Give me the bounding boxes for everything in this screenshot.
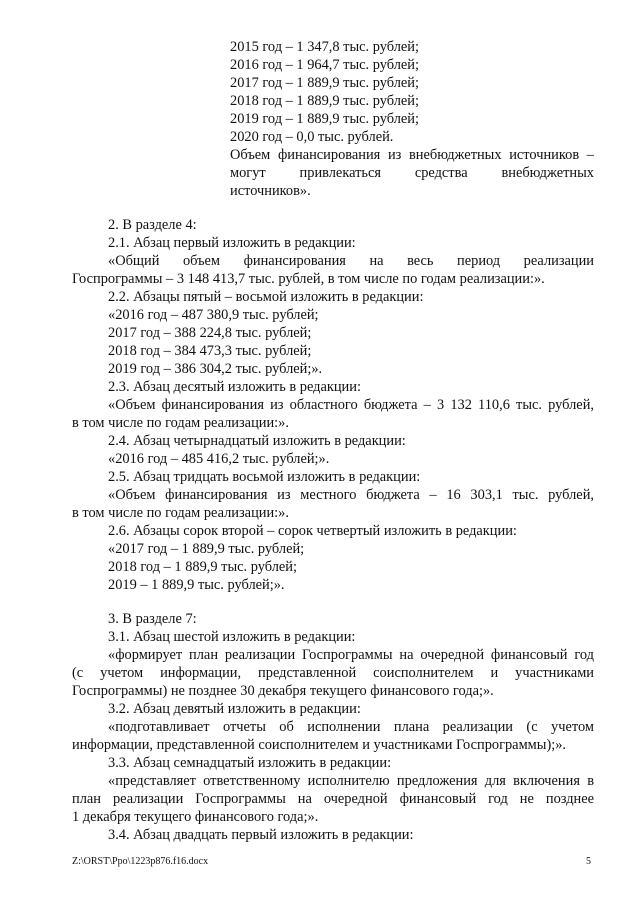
paragraph-text-3-1c: Госпрограммы) не позднее 30 декабря текущего финансового года;». xyxy=(72,683,494,699)
section-heading-4: 2. В разделе 4: xyxy=(108,217,197,233)
paragraph-label-3-3: 3.3. Абзац семнадцатый изложить в редакции: xyxy=(108,755,392,771)
paragraph-text-2-3b: в том числе по годам реализации:». xyxy=(72,415,289,431)
paragraph-label-2-2: 2.2. Абзацы пятый – восьмой изложить в редакции: xyxy=(108,289,424,305)
paragraph-text-2-1b: Госпрограммы – 3 148 413,7 тыс. рублей, в том числе по годам реализации:». xyxy=(72,271,545,287)
paragraph-2-6-line-2: 2018 год – 1 889,9 тыс. рублей; xyxy=(108,559,297,575)
paragraph-label-2-5: 2.5. Абзац тридцать восьмой изложить в редакции: xyxy=(108,469,421,485)
paragraph-label-2-3: 2.3. Абзац десятый изложить в редакции: xyxy=(108,379,361,395)
paragraph-2-6-line-1: «2017 год – 1 889,9 тыс. рублей; xyxy=(108,541,305,557)
paragraph-label-2-4: 2.4. Абзац четырнадцатый изложить в редакции: xyxy=(108,433,406,449)
paragraph-text-2-3a: «Объем финансирования из областного бюджета – 3 132 110,6 тыс. рублей, xyxy=(108,397,594,413)
footer-file-path: Z:\ORST\Ppo\1223p876.f16.docx xyxy=(72,856,209,867)
paragraph-label-2-1: 2.1. Абзац первый изложить в редакции: xyxy=(108,235,356,251)
section-heading-7: 3. В разделе 7: xyxy=(108,611,197,627)
paragraph-2-2-line-4: 2019 год – 386 304,2 тыс. рублей;». xyxy=(108,361,323,377)
financing-line-2020: 2020 год – 0,0 тыс. рублей. xyxy=(230,129,394,145)
paragraph-text-2-4: «2016 год – 485 416,2 тыс. рублей;». xyxy=(108,451,330,467)
financing-line-2017: 2017 год – 1 889,9 тыс. рублей; xyxy=(230,75,419,91)
paragraph-text-3-3b: план реализации Госпрограммы на очередной финансовый год не позднее xyxy=(72,791,594,807)
paragraph-2-2-line-3: 2018 год – 384 473,3 тыс. рублей; xyxy=(108,343,312,359)
paragraph-text-3-2b: информации, представленной соисполнителем и участниками Госпрограммы);». xyxy=(72,737,567,753)
extrabudget-text-1: Объем финансирования из внебюджетных источников – xyxy=(230,147,594,163)
financing-line-2015: 2015 год – 1 347,8 тыс. рублей; xyxy=(230,39,419,55)
paragraph-text-3-3a: «представляет ответственному исполнителю предложения для включения в xyxy=(108,773,594,789)
paragraph-text-3-1a: «формирует план реализации Госпрограммы на очередной финансовый год xyxy=(108,647,594,663)
paragraph-label-2-6: 2.6. Абзацы сорок второй – сорок четвертый изложить в редакции: xyxy=(108,523,517,539)
paragraph-text-2-1a: «Общий объем финансирования на весь период реализации xyxy=(108,253,594,269)
page-number: 5 xyxy=(586,856,591,867)
paragraph-2-2-line-1: «2016 год – 487 380,9 тыс. рублей; xyxy=(108,307,319,323)
paragraph-text-3-1b: (с учетом информации, представленной соисполнителем и участниками xyxy=(72,665,594,681)
extrabudget-text-3: источников». xyxy=(230,183,311,199)
financing-line-2019: 2019 год – 1 889,9 тыс. рублей; xyxy=(230,111,419,127)
paragraph-label-3-4: 3.4. Абзац двадцать первый изложить в редакции: xyxy=(108,827,414,843)
financing-line-2016: 2016 год – 1 964,7 тыс. рублей; xyxy=(230,57,419,73)
paragraph-text-2-5b: в том числе по годам реализации:». xyxy=(72,505,289,521)
paragraph-text-3-3c: 1 декабря текущего финансового года;». xyxy=(72,809,319,825)
paragraph-2-6-line-3: 2019 – 1 889,9 тыс. рублей;». xyxy=(108,577,285,593)
paragraph-2-2-line-2: 2017 год – 388 224,8 тыс. рублей; xyxy=(108,325,312,341)
extrabudget-text-2: могут привлекаться средства внебюджетных xyxy=(230,165,594,181)
paragraph-text-3-2a: «подготавливает отчеты об исполнении плана реализации (с учетом xyxy=(108,719,594,735)
paragraph-text-2-5a: «Объем финансирования из местного бюджета – 16 303,1 тыс. рублей, xyxy=(108,487,594,503)
financing-line-2018: 2018 год – 1 889,9 тыс. рублей; xyxy=(230,93,419,109)
paragraph-label-3-2: 3.2. Абзац девятый изложить в редакции: xyxy=(108,701,361,717)
paragraph-label-3-1: 3.1. Абзац шестой изложить в редакции: xyxy=(108,629,356,645)
